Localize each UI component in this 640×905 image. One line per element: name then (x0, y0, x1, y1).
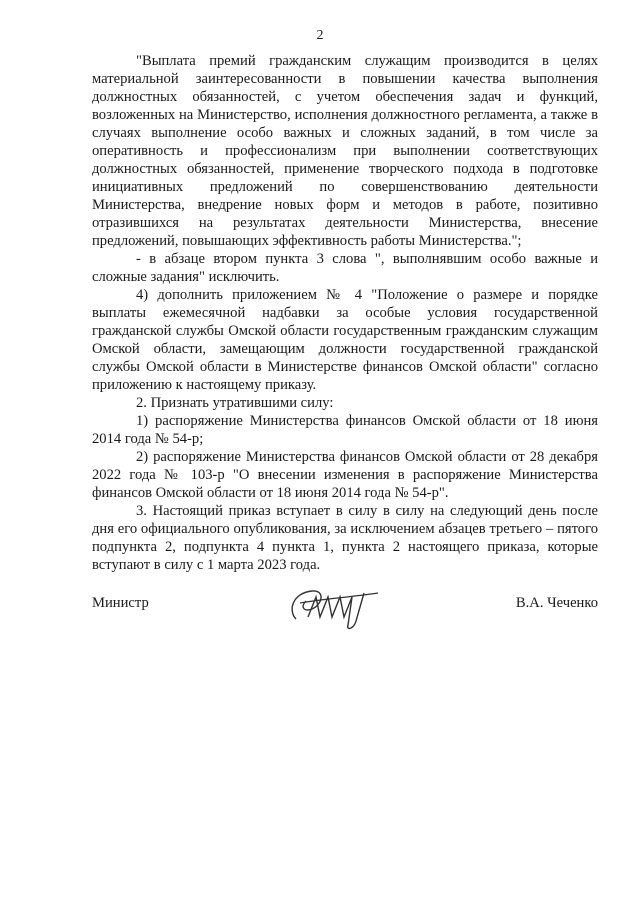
paragraph-repeal-item-2: 2) распоряжение Министерства финансов Омской области от 28 декабря 2022 года № 103-р "О внесении изменения в распоряжение Министерства финансов Омской области от 18 июня 2014 года № 54-р". (92, 449, 598, 501)
page-number: 2 (316, 28, 324, 43)
signature-block (92, 583, 598, 633)
paragraph-exclude-words: - в абзаце втором пункта 3 слова ", выполнявшим особо важные и сложные задания" исключить. (92, 251, 598, 285)
paragraph-repeal-heading: 2. Признать утратившими силу: (136, 395, 334, 411)
paragraph-entry-into-force: 3. Настоящий приказ вступает в силу в силу на следующий день после дня его официального опубликования, за исключением абзацев третьего – пятого подпункта 2, подпункта 4 пункта 1, пункта 2 настоящего приказа, которые вступают в силу с 1 марта 2023 года. (92, 503, 598, 573)
paragraph-bonus-payment-text: "Выплата премий гражданским служащим производится в целях материальной заинтересованности в повышении качества выполнения должностных обязанностей, с учетом обеспечения задач и функций, возложенных на Министерство, исполнения должностного регламента, а также в случаях выполнение особо важных и сложных заданий, в том числе за оперативность и профессионализм при выполнении соответствующих должностных обязанностей, применение творческого подхода в подготовке инициативных предложений по совершенствованию деятельности Министерства, внедрение новых форм и методов в работе, позитивно отразившихся на результатах деятельности Министерства, внесение предложений, повышающих эффективность работы Министерства."; (92, 53, 598, 249)
paragraph-repeal-item-1: 1) распоряжение Министерства финансов Омской области от 18 июня 2014 года № 54-р; (92, 413, 598, 447)
signatory-title: Министр (92, 595, 149, 611)
signatory-name: В.А. Чеченко (515, 595, 598, 611)
paragraph-appendix-4: 4) дополнить приложением № 4 "Положение о размере и порядке выплаты ежемесячной надбавки за особые условия государственной гражданской службы Омской области государственным гражданским служащим Омской области, замещающим должности государственной гражданской службы Омской области в Министерстве финансов Омской области" согласно приложению к настоящему приказу. (92, 287, 598, 393)
handwritten-signature (282, 583, 392, 633)
document-body (92, 52, 598, 574)
